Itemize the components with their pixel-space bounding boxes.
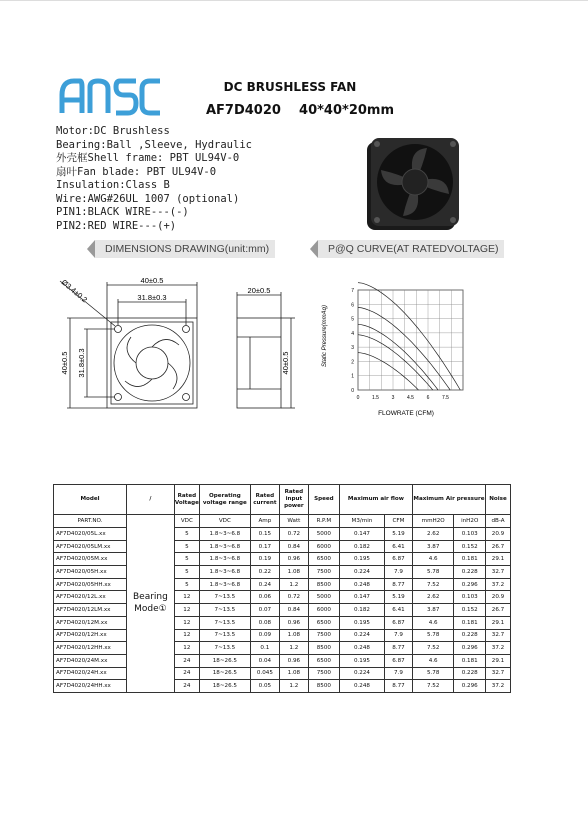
value-cell: 0.296 bbox=[454, 578, 486, 591]
value-cell: 7~13.5 bbox=[199, 629, 250, 642]
value-cell: 12 bbox=[174, 591, 199, 604]
value-cell: 1.8~3~6.8 bbox=[199, 553, 250, 566]
value-cell: 1.8~3~6.8 bbox=[199, 566, 250, 579]
value-cell: 3.87 bbox=[412, 540, 454, 553]
value-cell: 29.1 bbox=[486, 553, 511, 566]
value-cell: 8.77 bbox=[385, 578, 413, 591]
value-cell: 1.08 bbox=[279, 667, 308, 680]
value-cell: 6.41 bbox=[385, 540, 413, 553]
model-cell: AF7D4020/05HH.xx bbox=[54, 578, 127, 591]
value-cell: 7500 bbox=[308, 566, 339, 579]
value-cell: 18~26.5 bbox=[199, 654, 250, 667]
spec-line: Insulation:Class B bbox=[56, 179, 170, 191]
value-cell: 0.09 bbox=[250, 629, 279, 642]
value-cell: 7500 bbox=[308, 629, 339, 642]
value-cell: 12 bbox=[174, 604, 199, 617]
value-cell: 1.8~3~6.8 bbox=[199, 528, 250, 541]
dim-width: 40±0.5 bbox=[140, 276, 164, 285]
value-cell: 0.147 bbox=[339, 528, 384, 541]
spec-table bbox=[53, 484, 511, 693]
value-cell: 7.9 bbox=[385, 629, 413, 642]
value-cell: 5.78 bbox=[412, 566, 454, 579]
spec-list bbox=[56, 125, 252, 233]
value-cell: 5 bbox=[174, 566, 199, 579]
spec-line: Bearing:Ball ,Sleeve, Hydraulic bbox=[56, 138, 252, 151]
value-cell: 0.228 bbox=[454, 566, 486, 579]
value-cell: 0.224 bbox=[339, 566, 384, 579]
value-cell: 7.52 bbox=[412, 680, 454, 693]
pq-curve-line bbox=[358, 283, 460, 390]
value-cell: 7500 bbox=[308, 667, 339, 680]
value-cell: 6500 bbox=[308, 654, 339, 667]
value-cell: 5000 bbox=[308, 528, 339, 541]
value-cell: 5 bbox=[174, 553, 199, 566]
model-cell: AF7D4020/05M.xx bbox=[54, 553, 127, 566]
value-cell: 5.19 bbox=[385, 591, 413, 604]
value-cell: 0.182 bbox=[339, 604, 384, 617]
unit-cell: CFM bbox=[385, 515, 413, 528]
value-cell: 8500 bbox=[308, 578, 339, 591]
value-cell: 7.9 bbox=[385, 667, 413, 680]
value-cell: 5000 bbox=[308, 591, 339, 604]
value-cell: 0.84 bbox=[279, 604, 308, 617]
model-cell: AF7D4020/12M.xx bbox=[54, 616, 127, 629]
header-rated-current: Rated current bbox=[250, 485, 279, 515]
spec-line: 扇叶Fan blade: PBT UL94V-0 bbox=[56, 165, 217, 178]
y-axis-label: Static Pressure(mmAq) bbox=[322, 304, 328, 368]
table-row bbox=[54, 604, 511, 617]
header-operating-range: Operating voltage range bbox=[199, 485, 250, 515]
value-cell: 0.04 bbox=[250, 654, 279, 667]
value-cell: 0.22 bbox=[250, 566, 279, 579]
value-cell: 0.72 bbox=[279, 591, 308, 604]
dim-height-holes: 31.8±0.3 bbox=[77, 348, 86, 378]
value-cell: 20.9 bbox=[486, 528, 511, 541]
value-cell: 0.72 bbox=[279, 528, 308, 541]
table-row bbox=[54, 616, 511, 629]
model-cell: AF7D4020/12H.xx bbox=[54, 629, 127, 642]
y-tick-label: 4 bbox=[351, 330, 354, 337]
value-cell: 7.9 bbox=[385, 566, 413, 579]
value-cell: 6000 bbox=[308, 540, 339, 553]
x-tick-label: 3 bbox=[391, 395, 395, 401]
model-cell: AF7D4020/24M.xx bbox=[54, 654, 127, 667]
value-cell: 0.103 bbox=[454, 591, 486, 604]
pq-curve-line bbox=[358, 324, 438, 390]
y-tick-label: 1 bbox=[351, 373, 354, 380]
value-cell: 12 bbox=[174, 616, 199, 629]
dim-side-height: 40±0.5 bbox=[281, 351, 290, 375]
value-cell: 1.2 bbox=[279, 578, 308, 591]
pq-curve-line bbox=[358, 353, 419, 390]
header-slash: / bbox=[127, 485, 175, 515]
value-cell: 0.224 bbox=[339, 629, 384, 642]
value-cell: 26.7 bbox=[486, 540, 511, 553]
table-row bbox=[54, 667, 511, 680]
value-cell: 0.296 bbox=[454, 680, 486, 693]
value-cell: 0.195 bbox=[339, 553, 384, 566]
model-title: AF7D4020 40*40*20mm bbox=[205, 103, 395, 118]
table-row bbox=[54, 553, 511, 566]
value-cell: 0.224 bbox=[339, 667, 384, 680]
unit-cell: Amp bbox=[250, 515, 279, 528]
value-cell: 0.05 bbox=[250, 680, 279, 693]
value-cell: 6.87 bbox=[385, 553, 413, 566]
value-cell: 7~13.5 bbox=[199, 642, 250, 655]
value-cell: 29.1 bbox=[486, 616, 511, 629]
table-row bbox=[54, 578, 511, 591]
value-cell: 0.96 bbox=[279, 553, 308, 566]
unit-cell: mmH2O bbox=[412, 515, 454, 528]
unit-cell: PART.NO. bbox=[54, 515, 127, 528]
spec-line: Motor:DC Brushless bbox=[56, 125, 170, 137]
y-tick-label: 7 bbox=[351, 288, 354, 294]
value-cell: 3.87 bbox=[412, 604, 454, 617]
value-cell: 0.182 bbox=[339, 540, 384, 553]
dim-height: 40±0.5 bbox=[60, 351, 69, 375]
table-row bbox=[54, 540, 511, 553]
curve-banner bbox=[318, 240, 504, 258]
unit-cell: VDC bbox=[174, 515, 199, 528]
value-cell: 0.195 bbox=[339, 616, 384, 629]
header-air-pressure: Maximum Air pressure bbox=[412, 485, 485, 515]
value-cell: 0.248 bbox=[339, 642, 384, 655]
table-row bbox=[54, 642, 511, 655]
model-cell: AF7D4020/05H.xx bbox=[54, 566, 127, 579]
value-cell: 6500 bbox=[308, 553, 339, 566]
value-cell: 0.248 bbox=[339, 578, 384, 591]
table-row bbox=[54, 680, 511, 693]
value-cell: 1.08 bbox=[279, 566, 308, 579]
value-cell: 2.62 bbox=[412, 528, 454, 541]
dimension-drawing bbox=[55, 275, 305, 435]
value-cell: 0.19 bbox=[250, 553, 279, 566]
page-border bbox=[0, 0, 588, 1]
y-tick-label: 3 bbox=[351, 345, 354, 352]
chart-curves bbox=[358, 283, 460, 390]
table-row bbox=[54, 591, 511, 604]
value-cell: 5.78 bbox=[412, 629, 454, 642]
header-speed: Speed bbox=[308, 485, 339, 515]
value-cell: 0.07 bbox=[250, 604, 279, 617]
value-cell: 5 bbox=[174, 540, 199, 553]
value-cell: 1.8~3~6.8 bbox=[199, 540, 250, 553]
y-tick-label: 2 bbox=[351, 359, 354, 366]
table-header-row bbox=[54, 485, 511, 515]
value-cell: 6500 bbox=[308, 616, 339, 629]
value-cell: 8500 bbox=[308, 642, 339, 655]
x-tick-label: 0 bbox=[356, 395, 360, 401]
ansc-logo bbox=[58, 73, 162, 117]
chart-ticks bbox=[351, 288, 449, 401]
value-cell: 0.152 bbox=[454, 604, 486, 617]
value-cell: 0.152 bbox=[454, 540, 486, 553]
y-tick-label: 5 bbox=[351, 316, 354, 323]
value-cell: 0.96 bbox=[279, 616, 308, 629]
value-cell: 0.103 bbox=[454, 528, 486, 541]
model-cell: AF7D4020/12L.xx bbox=[54, 591, 127, 604]
x-tick-label: 4.5 bbox=[407, 395, 414, 401]
value-cell: 20.9 bbox=[486, 591, 511, 604]
model-cell: AF7D4020/05L.xx bbox=[54, 528, 127, 541]
value-cell: 5 bbox=[174, 578, 199, 591]
banner-arrow-icon bbox=[310, 240, 318, 258]
x-tick-label: 6 bbox=[426, 395, 430, 401]
value-cell: 4.6 bbox=[412, 654, 454, 667]
value-cell: 0.1 bbox=[250, 642, 279, 655]
document-title: DC BRUSHLESS FAN bbox=[223, 80, 357, 94]
model-cell: AF7D4020/05LM.xx bbox=[54, 540, 127, 553]
value-cell: 4.6 bbox=[412, 553, 454, 566]
unit-cell: inH2O bbox=[454, 515, 486, 528]
table-row bbox=[54, 629, 511, 642]
value-cell: 6.41 bbox=[385, 604, 413, 617]
pq-curve-line bbox=[358, 335, 433, 390]
unit-cell: VDC bbox=[199, 515, 250, 528]
value-cell: 24 bbox=[174, 680, 199, 693]
value-cell: 32.7 bbox=[486, 566, 511, 579]
value-cell: 0.181 bbox=[454, 654, 486, 667]
value-cell: 0.296 bbox=[454, 642, 486, 655]
value-cell: 0.228 bbox=[454, 629, 486, 642]
curve-banner-label: P@Q CURVE(AT RATEDVOLTAGE) bbox=[328, 243, 499, 255]
table-row bbox=[54, 566, 511, 579]
value-cell: 0.96 bbox=[279, 654, 308, 667]
pq-curve-line bbox=[358, 307, 450, 390]
dim-depth: 20±0.5 bbox=[247, 286, 271, 295]
value-cell: 6.87 bbox=[385, 616, 413, 629]
value-cell: 0.181 bbox=[454, 553, 486, 566]
value-cell: 0.248 bbox=[339, 680, 384, 693]
dimensions-banner-label: DIMENSIONS DRAWING(unit:mm) bbox=[105, 243, 270, 255]
header-input-power: Rated input power bbox=[279, 485, 308, 515]
unit-cell: R.P.M bbox=[308, 515, 339, 528]
value-cell: 0.08 bbox=[250, 616, 279, 629]
value-cell: 0.195 bbox=[339, 654, 384, 667]
value-cell: 18~26.5 bbox=[199, 680, 250, 693]
value-cell: 4.6 bbox=[412, 616, 454, 629]
header-noise: Noise bbox=[486, 485, 511, 515]
value-cell: 1.2 bbox=[279, 642, 308, 655]
value-cell: 37.2 bbox=[486, 680, 511, 693]
model-cell: AF7D4020/12HH.xx bbox=[54, 642, 127, 655]
header-rated-voltage: Rated Voltage bbox=[174, 485, 199, 515]
value-cell: 7.52 bbox=[412, 642, 454, 655]
value-cell: 0.84 bbox=[279, 540, 308, 553]
value-cell: 1.2 bbox=[279, 680, 308, 693]
value-cell: 18~26.5 bbox=[199, 667, 250, 680]
banner-arrow-icon bbox=[87, 240, 95, 258]
unit-cell: M3/min bbox=[339, 515, 384, 528]
value-cell: 26.7 bbox=[486, 604, 511, 617]
y-tick-label: 6 bbox=[351, 302, 354, 309]
value-cell: 8500 bbox=[308, 680, 339, 693]
x-tick-label: 7.5 bbox=[442, 395, 449, 401]
table-units-row bbox=[54, 515, 511, 528]
pq-curve-chart bbox=[318, 278, 498, 418]
value-cell: 1.8~3~6.8 bbox=[199, 578, 250, 591]
spec-line: PIN1:BLACK WIRE---(-) bbox=[56, 206, 189, 218]
value-cell: 7~13.5 bbox=[199, 604, 250, 617]
value-cell: 1.08 bbox=[279, 629, 308, 642]
value-cell: 0.228 bbox=[454, 667, 486, 680]
dim-hole-spacing: 31.8±0.3 bbox=[137, 293, 167, 302]
value-cell: 8.77 bbox=[385, 680, 413, 693]
fan-photo bbox=[365, 136, 463, 234]
unit-cell: dB-A bbox=[486, 515, 511, 528]
model-cell: AF7D4020/24HH.xx bbox=[54, 680, 127, 693]
value-cell: 24 bbox=[174, 667, 199, 680]
spec-line: 外壳框Shell frame: PBT UL94V-0 bbox=[56, 152, 240, 164]
table-row bbox=[54, 654, 511, 667]
value-cell: 5.78 bbox=[412, 667, 454, 680]
value-cell: 8.77 bbox=[385, 642, 413, 655]
header-air-flow: Maximum air flow bbox=[339, 485, 412, 515]
value-cell: 7.52 bbox=[412, 578, 454, 591]
plot-frame bbox=[358, 290, 463, 390]
value-cell: 0.06 bbox=[250, 591, 279, 604]
value-cell: 29.1 bbox=[486, 654, 511, 667]
spec-line: Wire:AWG#26UL 1007 (optional) bbox=[56, 192, 240, 205]
value-cell: 5 bbox=[174, 528, 199, 541]
value-cell: 0.15 bbox=[250, 528, 279, 541]
value-cell: 0.045 bbox=[250, 667, 279, 680]
value-cell: 24 bbox=[174, 654, 199, 667]
value-cell: 6000 bbox=[308, 604, 339, 617]
value-cell: 12 bbox=[174, 642, 199, 655]
value-cell: 0.17 bbox=[250, 540, 279, 553]
dimensions-banner bbox=[95, 240, 275, 258]
value-cell: 7~13.5 bbox=[199, 591, 250, 604]
spec-line: PIN2:RED WIRE---(+) bbox=[56, 219, 177, 232]
value-cell: 6.87 bbox=[385, 654, 413, 667]
value-cell: 2.62 bbox=[412, 591, 454, 604]
value-cell: 7~13.5 bbox=[199, 616, 250, 629]
x-tick-label: 1.5 bbox=[372, 395, 379, 401]
value-cell: 0.147 bbox=[339, 591, 384, 604]
dim-hole-dia: Ø3.4±0.2 bbox=[59, 277, 90, 305]
chart-grid bbox=[358, 290, 463, 390]
value-cell: 32.7 bbox=[486, 629, 511, 642]
value-cell: 5.19 bbox=[385, 528, 413, 541]
model-cell: AF7D4020/12LM.xx bbox=[54, 604, 127, 617]
x-axis-label: FLOWRATE (CFM) bbox=[378, 410, 434, 417]
y-tick-label: 0 bbox=[351, 388, 354, 394]
header-model: Model bbox=[54, 485, 127, 515]
value-cell: 12 bbox=[174, 629, 199, 642]
model-cell: AF7D4020/24H.xx bbox=[54, 667, 127, 680]
value-cell: 37.2 bbox=[486, 642, 511, 655]
value-cell: 37.2 bbox=[486, 578, 511, 591]
bearing-mode-cell: Bearing Mode① bbox=[127, 515, 175, 693]
value-cell: 32.7 bbox=[486, 667, 511, 680]
value-cell: 0.24 bbox=[250, 578, 279, 591]
unit-cell: Watt bbox=[279, 515, 308, 528]
table-row bbox=[54, 528, 511, 541]
value-cell: 0.181 bbox=[454, 616, 486, 629]
